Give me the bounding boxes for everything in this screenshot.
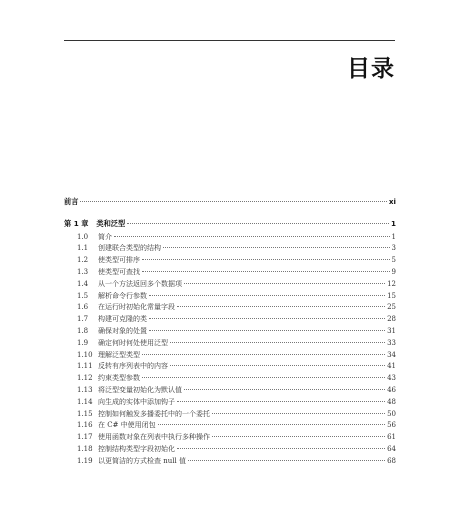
section-number: 1.13	[77, 385, 93, 394]
dot-leader	[184, 283, 385, 284]
section-page: 46	[387, 385, 396, 394]
dot-leader	[114, 236, 390, 237]
toc-entry-section[interactable]	[64, 456, 396, 468]
toc-entry-section[interactable]	[64, 373, 396, 385]
dot-leader	[142, 377, 385, 378]
section-list	[64, 232, 396, 468]
toc-entry-page: 1	[390, 218, 396, 228]
dot-leader	[188, 460, 385, 461]
section-title: 简介	[98, 232, 112, 241]
section-title: 以更简洁的方式检查 null 值	[98, 456, 186, 465]
toc-entry-section[interactable]	[64, 444, 396, 456]
dot-leader	[177, 306, 385, 307]
section-title: 向生成的实体中添加钩子	[98, 397, 175, 406]
toc-entry-section[interactable]	[64, 397, 396, 409]
dot-leader	[212, 413, 385, 414]
section-title: 控制如何触发多播委托中的一个委托	[98, 409, 210, 418]
toc-entry-section[interactable]	[64, 267, 396, 279]
dot-leader	[170, 342, 385, 343]
section-page: 31	[387, 326, 396, 335]
dot-leader	[80, 201, 387, 202]
toc-entry-section[interactable]	[64, 409, 396, 421]
section-title: 在 C# 中使用闭包	[98, 421, 156, 430]
section-number: 1.5	[77, 291, 89, 300]
section-page: 41	[387, 362, 396, 371]
section-title: 解析命令行参数	[98, 291, 147, 300]
dot-leader	[177, 448, 385, 449]
section-number: 1.1	[77, 244, 89, 253]
chapter-title: 类和泛型	[96, 218, 126, 228]
section-number: 1.17	[77, 433, 93, 442]
toc-entry-section[interactable]	[64, 350, 396, 362]
section-number: 1.8	[77, 326, 89, 335]
toc-entry-chapter[interactable]	[64, 218, 396, 230]
dot-leader	[127, 223, 389, 224]
section-page: 28	[387, 315, 396, 324]
section-title: 使用函数对象在列表中执行多种操作	[98, 433, 210, 442]
section-title: 使类型可排序	[98, 256, 140, 265]
section-title: 创建联合类型的结构	[98, 244, 161, 253]
section-number: 1.2	[77, 256, 89, 265]
section-page: 15	[387, 291, 396, 300]
section-title: 将泛型变量初始化为默认值	[98, 385, 182, 394]
toc-entry-section[interactable]	[64, 432, 396, 444]
dot-leader	[142, 271, 390, 272]
toc-entry-section[interactable]	[64, 361, 396, 373]
section-number: 1.4	[77, 279, 89, 288]
section-number: 1.12	[77, 374, 93, 383]
section-number: 1.0	[77, 232, 89, 241]
dot-leader	[142, 259, 390, 260]
section-number: 1.18	[77, 444, 93, 453]
section-title: 确保对象的处置	[98, 326, 147, 335]
section-page: 5	[391, 256, 396, 265]
toc-entry-section[interactable]	[64, 385, 396, 397]
dot-leader	[177, 401, 385, 402]
section-page: 1	[391, 232, 396, 241]
section-page: 12	[387, 279, 396, 288]
dot-leader	[212, 436, 385, 437]
dot-leader	[163, 247, 390, 248]
section-page: 3	[391, 244, 396, 253]
toc-entry-label: 前言	[64, 197, 79, 206]
toc-entry-page: xi	[388, 197, 396, 206]
top-rule	[64, 40, 395, 41]
dot-leader	[142, 354, 385, 355]
toc-entry-section[interactable]	[64, 255, 396, 267]
toc-entry-section[interactable]	[64, 279, 396, 291]
section-title: 约束类型参数	[98, 374, 140, 383]
section-page: 61	[387, 433, 396, 442]
section-page: 43	[387, 374, 396, 383]
section-number: 1.7	[77, 315, 89, 324]
section-page: 50	[387, 409, 396, 418]
section-page: 68	[387, 456, 396, 465]
chapter-number: 第 1 章	[64, 218, 89, 228]
section-page: 34	[387, 350, 396, 359]
dot-leader	[170, 365, 385, 366]
section-number: 1.11	[77, 362, 93, 371]
toc-entry-section[interactable]	[64, 302, 396, 314]
section-number: 1.10	[77, 350, 93, 359]
section-number: 1.16	[77, 421, 93, 430]
section-page: 25	[387, 303, 396, 312]
section-title: 确定何时何处使用泛型	[98, 338, 168, 347]
dot-leader	[184, 389, 385, 390]
section-title: 控制结构类型字段初始化	[98, 444, 175, 453]
toc-entry-section[interactable]	[64, 338, 396, 350]
toc-entry-section[interactable]	[64, 243, 396, 255]
section-number: 1.15	[77, 409, 93, 418]
section-title: 在运行时初始化常量字段	[98, 303, 175, 312]
section-number: 1.6	[77, 303, 89, 312]
section-page: 48	[387, 397, 396, 406]
section-page: 56	[387, 421, 396, 430]
section-title: 反转有序列表中的内容	[98, 362, 168, 371]
page-title: 目录	[347, 56, 395, 82]
section-title: 理解泛型类型	[98, 350, 140, 359]
section-number: 1.14	[77, 397, 93, 406]
section-number: 1.3	[77, 267, 89, 276]
section-page: 9	[391, 267, 396, 276]
dot-leader	[158, 424, 385, 425]
section-page: 64	[387, 444, 396, 453]
toc-entry-preface[interactable]	[64, 196, 396, 208]
section-title: 使类型可查找	[98, 267, 140, 276]
toc-entry-section[interactable]	[64, 314, 396, 326]
toc-entry-section[interactable]	[64, 291, 396, 303]
section-number: 1.9	[77, 338, 89, 347]
section-page: 33	[387, 338, 396, 347]
dot-leader	[149, 330, 385, 331]
dot-leader	[149, 295, 385, 296]
section-title: 从一个方法返回多个数据项	[98, 279, 182, 288]
dot-leader	[149, 318, 385, 319]
table-of-contents	[64, 196, 396, 468]
toc-entry-section[interactable]	[64, 326, 396, 338]
section-title: 构建可克隆的类	[98, 315, 147, 324]
section-number: 1.19	[77, 456, 93, 465]
toc-entry-section[interactable]	[64, 232, 396, 244]
toc-entry-section[interactable]	[64, 420, 396, 432]
